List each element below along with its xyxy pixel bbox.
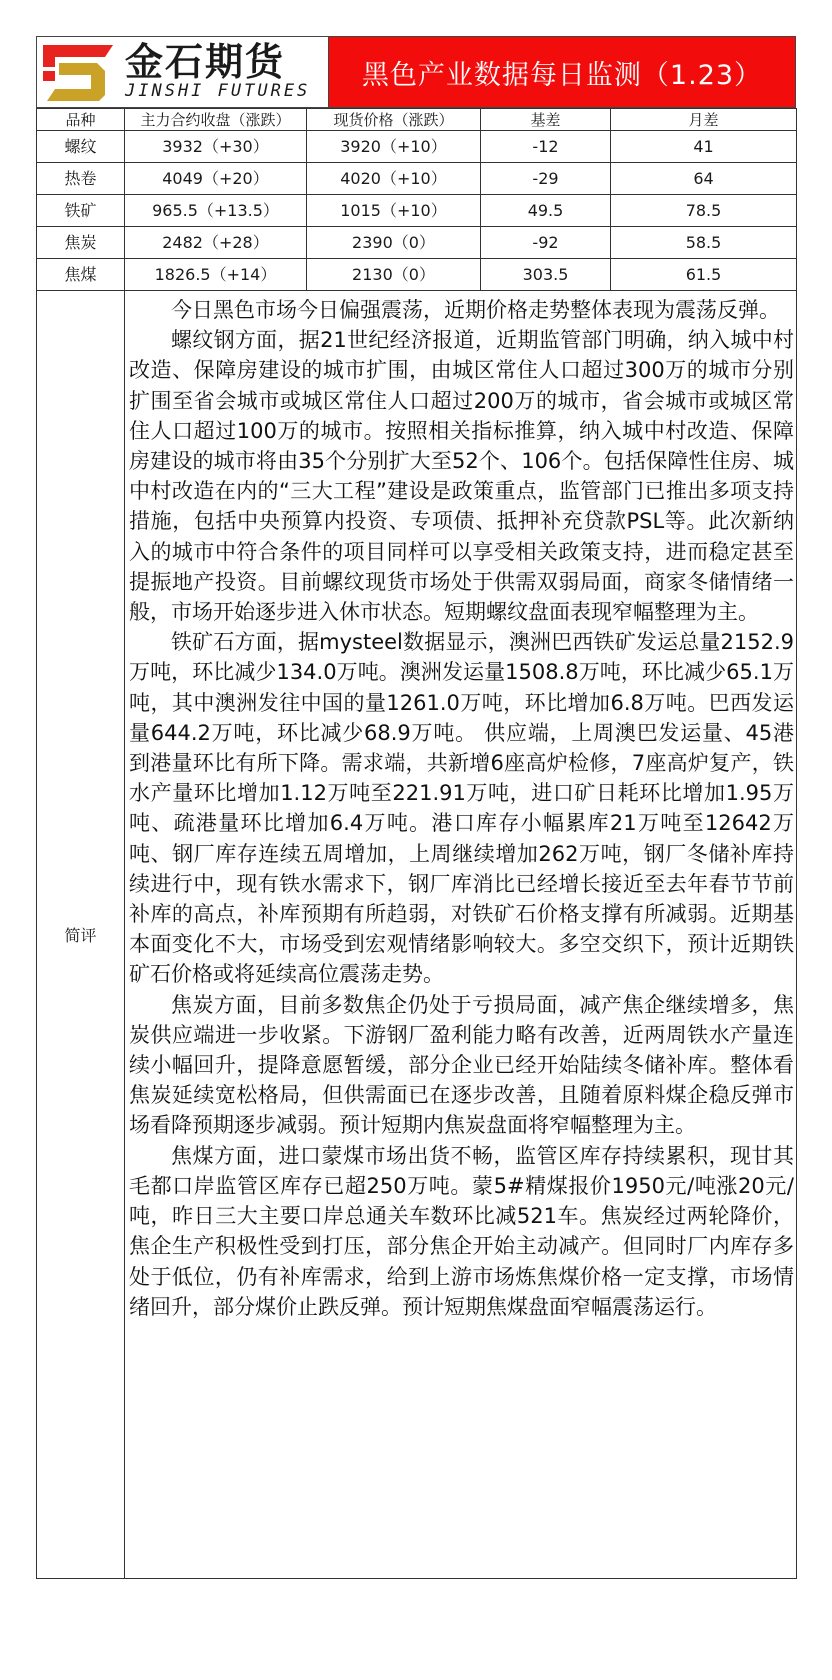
comment-label: 简评 bbox=[37, 291, 125, 1579]
logo-chinese-name: 金石期货 bbox=[125, 40, 286, 84]
table-header-row bbox=[37, 109, 797, 131]
comment-paragraph-iron-ore: 铁矿石方面，据mysteel数据显示，澳洲巴西铁矿发运总量2152.9万吨，环比减少134.0万吨。澳洲发运量1508.8万吨，环比减少65.1万吨，其中澳洲发往中国的量1261.0万吨，环比增加6.8万吨。巴西发运量644.2万吨，环比减少68.9万吨。 供应端，上周澳巴发运量、45港到港量环比有所下降。需求端，共新增6座高炉检修，7座高炉复产，铁水产量环比增加1.12万吨至221.91万吨，进口矿日耗环比增加1.95万吨、疏港量环比增加6.4万吨。港口库存小幅累库21万吨至12642万吨、钢厂库存连续五周增加，上周继续增加262万吨，钢厂冬储补库持续进行中，现有铁水需求下，钢厂库消比已经增长接近至去年春节节前补库的高点，补库预期有所趋弱，对铁矿石价格支撑有所减弱。近期基本面变化不大，市场受到宏观情绪影响较大。多空交织下，预计近期铁矿石价格或将延续高位震荡走势。 bbox=[129, 630, 794, 987]
comment-paragraph-rebar: 螺纹钢方面，据21世纪经济报道，近期监管部门明确，纳入城中村改造、保障房建设的城市扩围，由城区常住人口超过300万的城市分别扩围至省会城市或城区常住人口超过200万的城市，省会城市或城区常住人口超过100万的城市。按照相关指标推算，纳入城中村改造、保障房建设的城市将由35个分别扩大至52个、106个。包括保障性住房、城中村改造在内的“三大工程”建设是政策重点，监管部门已推出多项支持措施，包括中央预算内投资、专项债、抵押补充贷款PSL等。此次新纳入的城市中符合条件的项目同样可以享受相关政策支持，进而稳定甚至提振地产投资。目前螺纹现货市场处于供需双弱局面，商家冬储情绪一般，市场开始逐步进入休市状态。短期螺纹盘面表现窄幅整理为主。 bbox=[129, 328, 794, 625]
comment-cell bbox=[125, 291, 797, 1579]
col-header-variety: 品种 bbox=[37, 109, 125, 131]
cell-futures-close: 2482（+28） bbox=[125, 227, 307, 259]
col-header-basis: 基差 bbox=[481, 109, 611, 131]
logo-english-name: JINSHI FUTURES bbox=[125, 81, 311, 101]
cell-variety: 热卷 bbox=[37, 163, 125, 195]
cell-futures-close: 1826.5（+14） bbox=[125, 259, 307, 291]
cell-basis: -29 bbox=[481, 163, 611, 195]
cell-spot-price: 3920（+10） bbox=[307, 131, 481, 163]
table-row bbox=[37, 131, 797, 163]
price-table bbox=[36, 108, 797, 1579]
col-header-spot-price: 现货价格（涨跌） bbox=[307, 109, 481, 131]
cell-basis: -92 bbox=[481, 227, 611, 259]
cell-spot-price: 4020（+10） bbox=[307, 163, 481, 195]
cell-spot-price: 1015（+10） bbox=[307, 195, 481, 227]
cell-month-spread: 64 bbox=[611, 163, 797, 195]
report-title: 黑色产业数据每日监测（1.23） bbox=[329, 37, 795, 107]
cell-futures-close: 965.5（+13.5） bbox=[125, 195, 307, 227]
table-row bbox=[37, 259, 797, 291]
cell-variety: 焦炭 bbox=[37, 227, 125, 259]
cell-variety: 焦煤 bbox=[37, 259, 125, 291]
cell-month-spread: 78.5 bbox=[611, 195, 797, 227]
col-header-month-spread: 月差 bbox=[611, 109, 797, 131]
comment-paragraph-coke: 焦炭方面，目前多数焦企仍处于亏损局面，减产焦企继续增多，焦炭供应端进一步收紧。下游钢厂盈利能力略有改善，近两周铁水产量连续小幅回升，提降意愿暂缓，部分企业已经开始陆续冬储补库。整体看焦炭延续宽松格局，但供需面已在逐步改善，且随着原料煤企稳反弹市场看降预期逐步减弱。预计短期内焦炭盘面将窄幅整理为主。 bbox=[129, 992, 794, 1138]
company-logo bbox=[37, 37, 329, 107]
comment-paragraph-coking-coal: 焦煤方面，进口蒙煤市场出货不畅，监管区库存持续累积，现甘其毛都口岸监管区库存已超250万吨。蒙5#精煤报价1950元/吨涨20元/吨，昨日三大主要口岸总通关车数环比减521车。焦炭经过两轮降价，焦企生产积极性受到打压，部分焦企开始主动减产。但同时厂内库存多处于低位，仍有补库需求，给到上游市场炼焦煤价格一定支撑，市场情绪回升，部分煤价止跌反弹。预计短期焦煤盘面窄幅震荡运行。 bbox=[129, 1143, 794, 1319]
cell-month-spread: 58.5 bbox=[611, 227, 797, 259]
cell-futures-close: 3932（+30） bbox=[125, 131, 307, 163]
report-header bbox=[36, 36, 796, 108]
cell-basis: 49.5 bbox=[481, 195, 611, 227]
comment-paragraph-summary: 今日黑色市场今日偏强震荡，近期价格走势整体表现为震荡反弹。 bbox=[171, 298, 780, 322]
comment-body bbox=[125, 291, 796, 1322]
table-row bbox=[37, 227, 797, 259]
cell-spot-price: 2390（0） bbox=[307, 227, 481, 259]
col-header-futures-close: 主力合约收盘（涨跌） bbox=[125, 109, 307, 131]
table-row bbox=[37, 195, 797, 227]
cell-month-spread: 41 bbox=[611, 131, 797, 163]
jinshi-logo-icon bbox=[41, 41, 121, 103]
table-row bbox=[37, 163, 797, 195]
cell-spot-price: 2130（0） bbox=[307, 259, 481, 291]
cell-basis: 303.5 bbox=[481, 259, 611, 291]
cell-month-spread: 61.5 bbox=[611, 259, 797, 291]
cell-variety: 铁矿 bbox=[37, 195, 125, 227]
comment-row bbox=[37, 291, 797, 1579]
cell-futures-close: 4049（+20） bbox=[125, 163, 307, 195]
cell-basis: -12 bbox=[481, 131, 611, 163]
cell-variety: 螺纹 bbox=[37, 131, 125, 163]
